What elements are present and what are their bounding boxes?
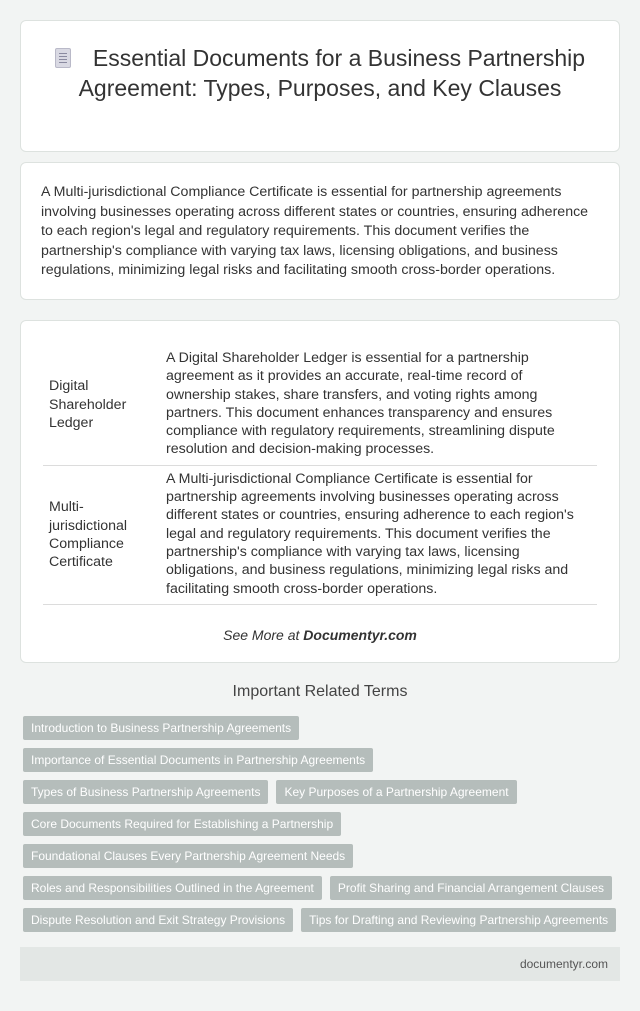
title-card [20,20,620,152]
related-terms-title: Important Related Terms [232,683,408,700]
see-more-link[interactable] [43,627,597,643]
page-title-text: Essential Documents for a Business Partnership Agreement: Types, Purposes, and Key Clauses [78,45,586,101]
see-more-prefix: See More at [223,626,304,643]
document-description: A Multi-jurisdictional Compliance Certificate is essential for partnership agreements involving businesses operating across different states or countries, ensuring adherence to each region's legal and regulatory requirements. This document verifies the partnership's compliance with varying tax laws, licensing obligations, and business regulations, minimizing legal risks and facilitating smooth cross-border operations. [166,470,574,597]
see-more-site: Documentyr.com [303,626,417,643]
related-terms-tags [23,716,623,940]
related-tag[interactable]: Types of Business Partnership Agreements [23,780,268,804]
related-tag[interactable]: Importance of Essential Documents in Partnership Agreements [23,748,373,772]
related-tag[interactable]: Foundational Clauses Every Partnership Agreement Needs [23,844,353,868]
document-name: Multi-jurisdictional Compliance Certificate [49,499,128,571]
footer [20,947,620,981]
table-row [43,465,597,604]
related-tag[interactable]: Profit Sharing and Financial Arrangement Clauses [330,876,612,900]
documents-table [43,345,597,605]
document-icon [55,48,71,68]
document-description: A Digital Shareholder Ledger is essential for a partnership agreement as it provides an accurate, real-time record of ownership stakes, share transfers, and voting rights among partners. This document enhances transparency and ensures compliance with regulatory requirements, streamlining dispute resolution and decision-making processes. [166,350,555,458]
page-title [51,43,589,103]
intro-card [20,162,620,300]
related-tag[interactable]: Key Purposes of a Partnership Agreement [276,780,516,804]
related-tag[interactable]: Introduction to Business Partnership Agreements [23,716,299,740]
documents-table-card [20,320,620,663]
document-name: Digital Shareholder Ledger [49,378,127,432]
related-tag[interactable]: Dispute Resolution and Exit Strategy Provisions [23,908,293,932]
footer-site-link[interactable]: documentyr.com [519,957,608,971]
related-tag[interactable]: Core Documents Required for Establishing a Partnership [23,812,341,836]
table-row [43,345,597,465]
related-tag[interactable]: Tips for Drafting and Reviewing Partnership Agreements [301,908,616,932]
related-tag[interactable]: Roles and Responsibilities Outlined in the Agreement [23,876,322,900]
intro-paragraph: A Multi-jurisdictional Compliance Certificate is essential for partnership agreements involving businesses operating across different states or countries, ensuring adherence to each region's legal and regulatory requirements. This document verifies the partnership's compliance with varying tax laws, licensing obligations, and business regulations, minimizing legal risks and facilitating smooth cross-border operations. [41,184,589,278]
